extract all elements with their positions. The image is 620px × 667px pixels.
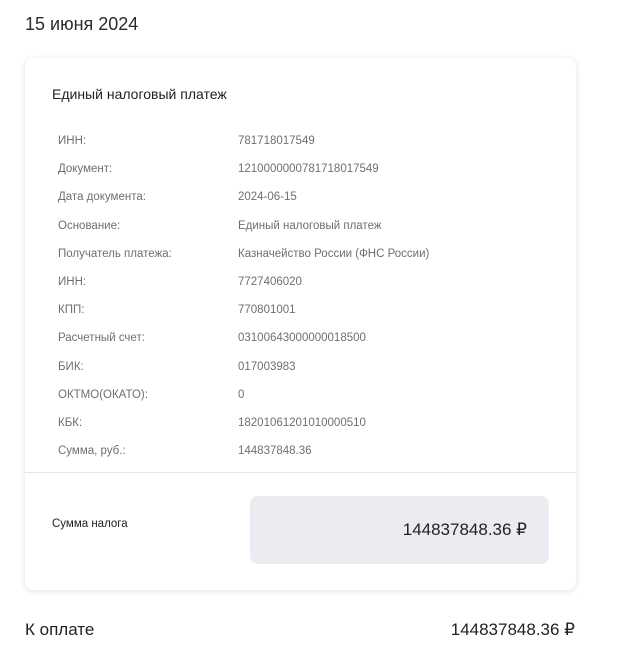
detail-row-basis [58,216,558,244]
detail-row-document [58,159,558,187]
detail-label: Основание: [58,219,121,232]
detail-value: 1210000000781718017549 [238,163,379,176]
tax-amount-label: Сумма налога [52,518,128,530]
detail-value: 2024-06-15 [238,191,297,204]
payment-date: 15 июня 2024 [25,14,139,34]
detail-label: Дата документа: [58,191,146,204]
detail-row-bik [58,357,558,385]
detail-row-kbk [58,413,558,441]
total-to-pay-amount: 144837848.36 ₽ [450,620,575,639]
card-divider [25,472,576,473]
detail-row-account [58,328,558,356]
detail-value: 0 [238,388,245,401]
detail-value: 770801001 [238,304,296,317]
detail-value: 144837848.36 [238,445,312,458]
detail-value: Казначейство России (ФНС России) [238,247,430,260]
detail-label: КБК: [58,416,83,429]
detail-value: 781718017549 [238,135,315,147]
detail-label: БИК: [58,360,84,373]
detail-value: 017003983 [238,360,296,373]
detail-label: Получатель платежа: [58,247,172,260]
detail-label: ИНН: [58,135,87,147]
detail-value: 7727406020 [238,275,302,288]
tax-amount-value: 144837848.36 ₽ [402,520,527,539]
detail-label: КПП: [58,304,85,317]
detail-row-document-date [58,187,558,215]
tax-payment-card [25,58,576,590]
detail-value: 18201061201010000510 [238,416,366,429]
detail-row-sum [58,441,558,469]
detail-label: Сумма, руб.: [58,445,126,458]
payment-details-list [58,131,558,469]
detail-label: ИНН: [58,275,87,288]
detail-label: Документ: [58,163,113,176]
total-to-pay-label: К оплате [25,620,95,639]
detail-value: 03100643000000018500 [238,332,366,345]
detail-row-oktmo [58,385,558,413]
detail-row-kpp [58,300,558,328]
detail-label: Расчетный счет: [58,332,145,345]
detail-row-recipient [58,244,558,272]
detail-label: ОКТМО(ОКАТО): [58,388,148,401]
card-title: Единый налоговый платеж [52,86,227,102]
detail-value: Единый налоговый платеж [238,219,382,232]
detail-row-recipient-inn [58,272,558,300]
detail-row-inn [58,131,558,159]
tax-amount-box [250,496,549,564]
